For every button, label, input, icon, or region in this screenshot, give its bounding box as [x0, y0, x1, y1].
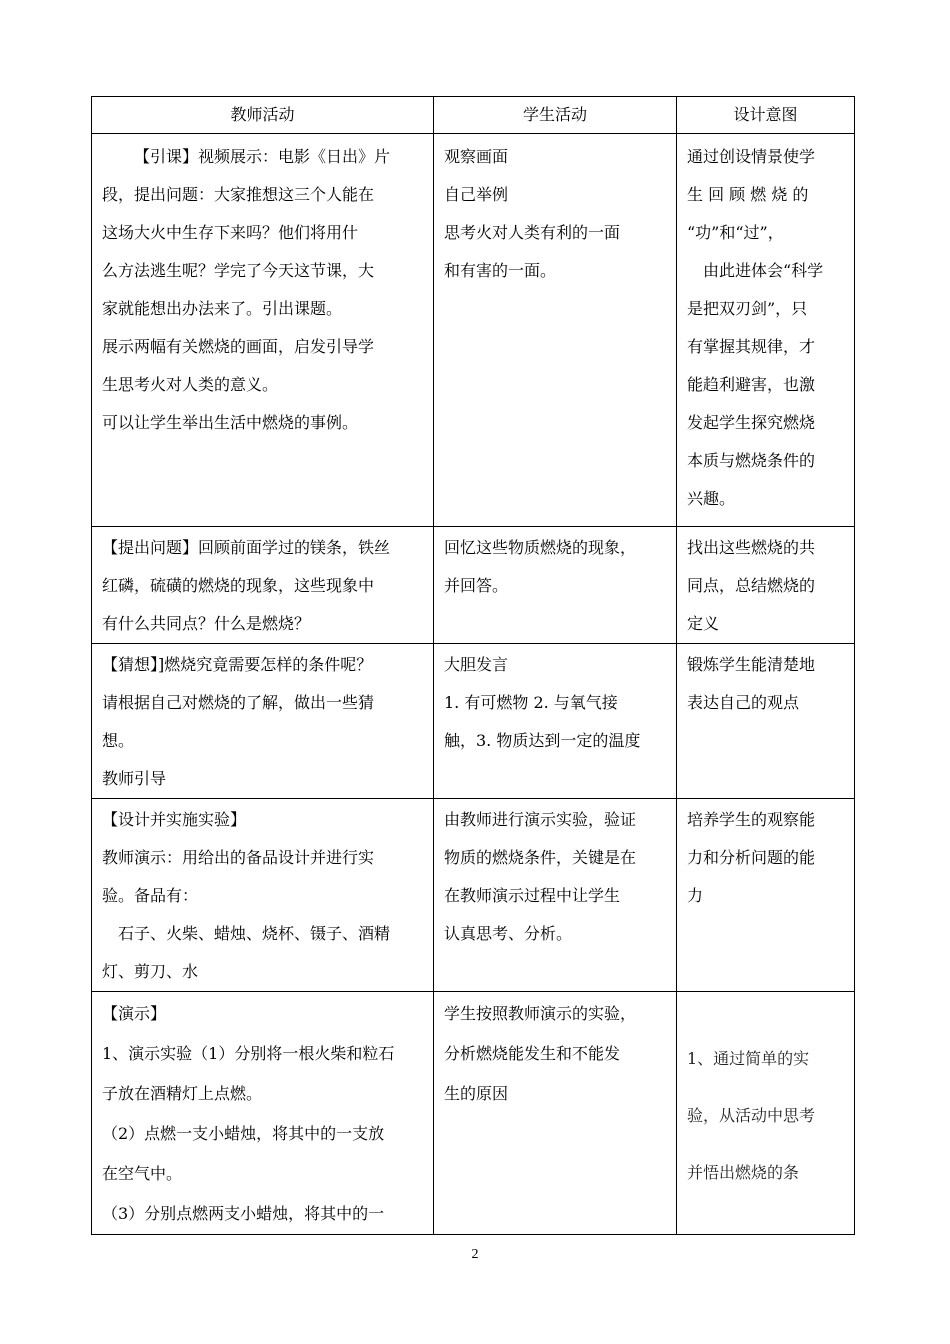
text-line: 想。 — [102, 731, 135, 750]
text-line: 展示两幅有关燃烧的画面，启发引导学 — [102, 337, 375, 356]
text-line: 家就能想出办法来了。引出课题。 — [102, 299, 343, 318]
table-row — [92, 527, 855, 644]
text-line: 生思考火对人类的意义。 — [102, 375, 279, 394]
text-line: 可以让学生举出生活中燃烧的事例。 — [102, 413, 359, 432]
text-line: 教师演示：用给出的备品设计并进行实 — [102, 848, 375, 867]
design-intent-cell — [677, 992, 855, 1235]
text-line: 触，3. 物质达到一定的温度 — [444, 731, 641, 750]
text-line: 1. 有可燃物 2. 与氧气接 — [444, 693, 618, 712]
student-activity-cell — [434, 527, 677, 644]
student-activity-cell — [434, 134, 677, 527]
text-line: 有掌握其规律，才 — [687, 337, 816, 356]
table-row — [92, 644, 855, 799]
text-line: 力和分析问题的能 — [687, 848, 816, 867]
text-line: 子放在酒精灯上点燃。 — [102, 1084, 263, 1103]
text-line: 石子、火柴、蜡烛、烧杯、镊子、酒精 — [118, 924, 391, 943]
text-line: 回忆这些物质燃烧的现象， — [444, 538, 637, 557]
header-teacher-activity: 教师活动 — [92, 97, 434, 134]
text-line: 认真思考、分析。 — [444, 924, 573, 943]
teacher-activity-cell — [92, 644, 434, 799]
text-line: 锻炼学生能清楚地 — [687, 655, 816, 674]
teacher-activity-cell — [92, 527, 434, 644]
text-line: 发起学生探究燃烧 — [687, 413, 816, 432]
text-line: 找出这些燃烧的共 — [687, 538, 816, 557]
table-row — [92, 992, 855, 1235]
text-line: 教师引导 — [102, 769, 167, 788]
text-line: 生的原因 — [444, 1084, 509, 1103]
design-intent-cell — [677, 644, 855, 799]
text-line: 【猜想】]燃烧究竟需要怎样的条件呢？ — [102, 655, 373, 674]
header-design-intent: 设计意图 — [677, 97, 855, 134]
table-row — [92, 134, 855, 527]
text-line: 思考火对人类有利的一面 — [444, 223, 621, 242]
design-intent-cell — [677, 527, 855, 644]
text-line: 力 — [687, 886, 704, 905]
text-line: 和有害的一面。 — [444, 261, 557, 280]
text-line: 由此进体会“科学 — [703, 261, 824, 280]
text-line: 同点，总结燃烧的 — [687, 576, 816, 595]
text-line: 自己举例 — [444, 185, 509, 204]
text-line: 由教师进行演示实验，验证 — [444, 810, 637, 829]
text-line: 兴趣。 — [687, 489, 736, 508]
table-header-row — [92, 97, 855, 134]
text-line: 这场大火中生存下来吗？他们将用什 — [102, 223, 359, 242]
text-line: 通过创设情景使学 — [687, 147, 816, 166]
text-line: 是把双刃剑”，只 — [687, 299, 808, 318]
teacher-activity-cell — [92, 992, 434, 1235]
text-line: 大胆发言 — [444, 655, 509, 674]
student-activity-cell — [434, 992, 677, 1235]
text-line: 验，从活动中思考 — [687, 1106, 816, 1125]
text-line: 红磷，硫磺的燃烧的现象，这些现象中 — [102, 576, 375, 595]
text-line: 【提出问题】回顾前面学过的镁条，铁丝 — [102, 538, 391, 557]
text-line: 1、演示实验（1）分别将一根火柴和粒石 — [102, 1044, 395, 1063]
text-line: （3）分别点燃两支小蜡烛，将其中的一 — [102, 1204, 385, 1223]
text-line: 并悟出燃烧的条 — [687, 1163, 800, 1182]
text-line: 在教师演示过程中让学生 — [444, 886, 621, 905]
teacher-activity-cell — [92, 799, 434, 992]
text-line: 【设计并实施实验】 — [102, 810, 247, 829]
text-line: 培养学生的观察能 — [687, 810, 816, 829]
text-line: 物质的燃烧条件，关键是在 — [444, 848, 637, 867]
text-line: 表达自己的观点 — [687, 693, 800, 712]
text-line: 在空气中。 — [102, 1164, 183, 1183]
header-student-activity: 学生活动 — [434, 97, 677, 134]
student-activity-cell — [434, 799, 677, 992]
student-activity-cell — [434, 644, 677, 799]
text-line: 【引课】视频展示：电影《日出》片 — [134, 147, 391, 166]
text-line: 段，提出问题：大家推想这三个人能在 — [102, 185, 375, 204]
text-line: 生 回 顾 燃 烧 的 — [687, 185, 809, 204]
text-line: 有什么共同点？什么是燃烧？ — [102, 614, 311, 633]
text-line: 【演示】 — [102, 1004, 167, 1023]
text-line: 1、通过简单的实 — [687, 1049, 810, 1068]
text-line: 请根据自己对燃烧的了解，做出一些猜 — [102, 693, 375, 712]
table-row — [92, 799, 855, 992]
teacher-activity-cell — [92, 134, 434, 527]
design-intent-cell — [677, 134, 855, 527]
text-line: 灯、剪刀、水 — [102, 962, 199, 981]
text-line: 观察画面 — [444, 147, 509, 166]
text-line: 并回答。 — [444, 576, 509, 595]
design-intent-cell — [677, 799, 855, 992]
text-line: 验。备品有： — [102, 886, 199, 905]
lesson-plan-table — [91, 96, 855, 1235]
text-line: 本质与燃烧条件的 — [687, 451, 816, 470]
text-line: 分析燃烧能发生和不能发 — [444, 1044, 621, 1063]
text-line: 定义 — [687, 614, 720, 633]
text-line: 么方法逃生呢？学完了今天这节课，大 — [102, 261, 375, 280]
text-line: 能趋利避害，也激 — [687, 375, 816, 394]
text-line: 学生按照教师演示的实验， — [444, 1004, 637, 1023]
text-line: （2）点燃一支小蜡烛，将其中的一支放 — [102, 1124, 385, 1143]
page-number: 2 — [471, 1247, 479, 1262]
text-line: “功”和“过”， — [687, 223, 784, 242]
